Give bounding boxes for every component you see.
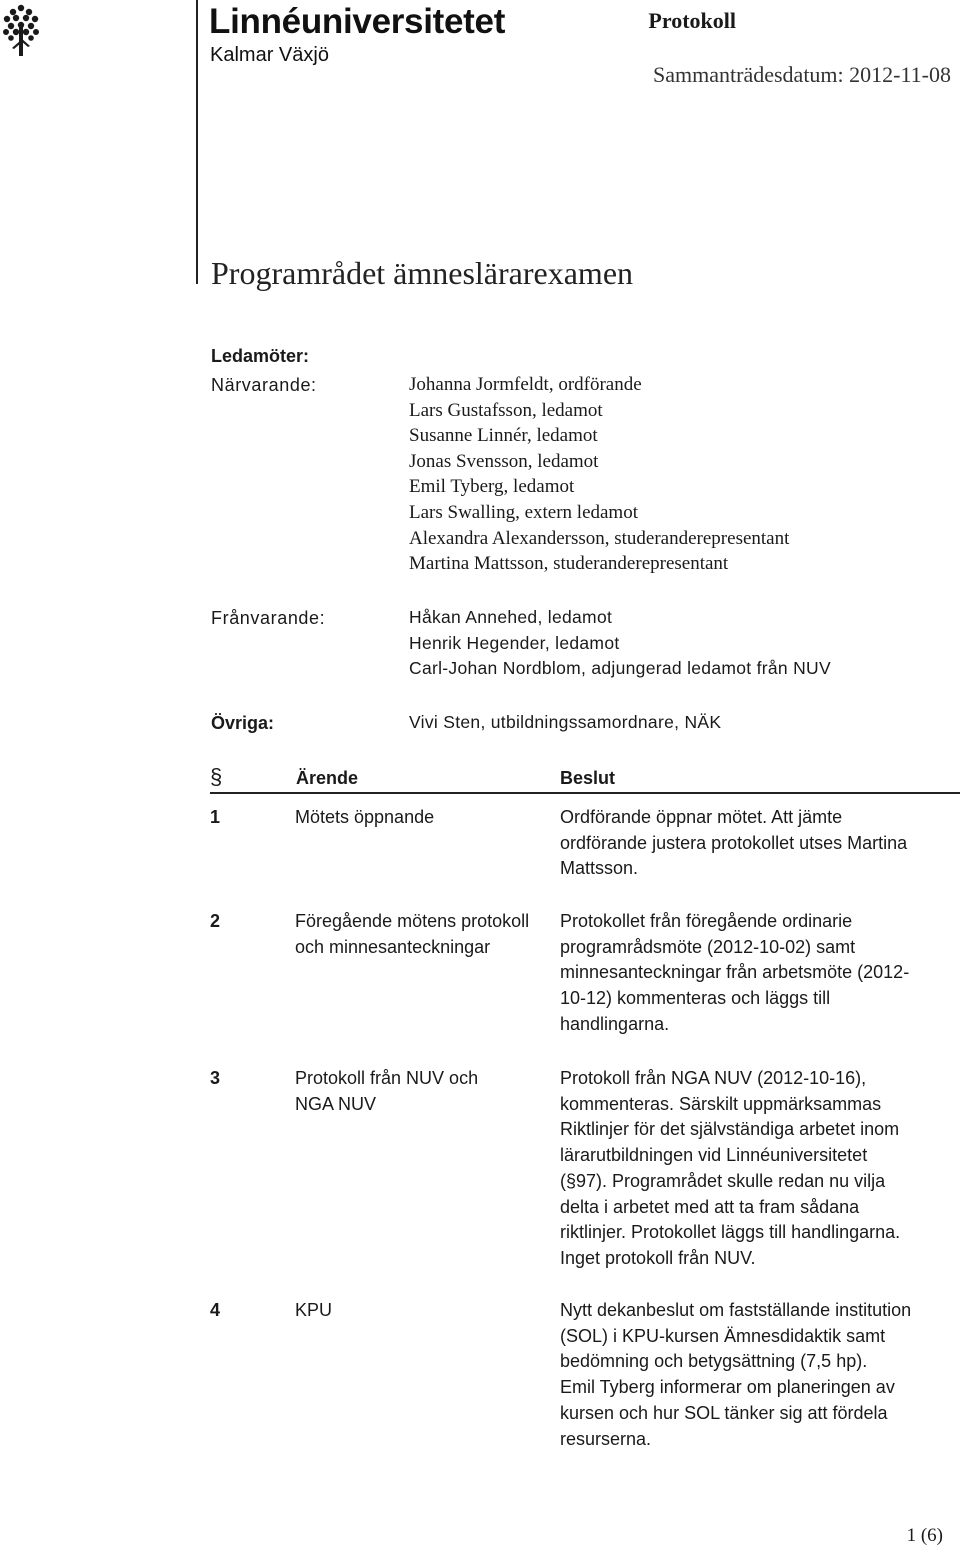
item-decision: Ordförande öppnar mötet. Att jämte ordförande justera protokollet utses Martina Mattsson. xyxy=(560,807,908,879)
item-number: 4 xyxy=(210,1300,221,1320)
present-list xyxy=(409,372,789,577)
list-item: Lars Swalling, extern ledamot xyxy=(409,501,638,523)
members-label: Ledamöter: xyxy=(211,346,310,366)
absent-list xyxy=(409,605,831,682)
item-subject: KPU xyxy=(295,1300,333,1320)
university-name: Linnéuniversitetet xyxy=(209,2,506,41)
header-rule xyxy=(210,792,960,794)
list-item: Carl-Johan Nordblom, adjungerad ledamot från NUV xyxy=(409,658,831,679)
document-title: Programrådet ämneslärarexamen xyxy=(211,255,634,291)
list-item: Johanna Jormfeldt, ordförande xyxy=(409,374,642,395)
list-item: Alexandra Alexandersson, studeranderepresentant xyxy=(409,527,790,549)
list-item: Susanne Linnér, ledamot xyxy=(409,425,598,447)
column-header-item: Ärende xyxy=(296,768,359,788)
list-item: Martina Mattsson, studeranderepresentant xyxy=(409,553,729,575)
item-decision: Protokoll från NGA NUV (2012-10-16), kommenteras. Särskilt uppmärksammas Riktlinjer för det självständiga arbetet inom lärarutbildningen vid Linnéuniversitetet (§97). Programrådet skulle redan nu vilja delta i arbetet med att ta fram sådana riktlinjer. Protokollet läggs till handlingarna. Inget protokoll från NUV. xyxy=(560,1068,901,1268)
header-divider xyxy=(196,0,198,284)
university-tree-logo-icon xyxy=(2,4,40,56)
list-item: Emil Tyberg, ledamot xyxy=(409,476,575,498)
list-item: Henrik Hegender, ledamot xyxy=(409,632,620,653)
item-subject: Föregående mötens protokoll och minnesanteckningar xyxy=(295,911,530,957)
column-header-decision: Beslut xyxy=(560,768,616,788)
list-item: Vivi Sten, utbildningssamordnare, NÄK xyxy=(409,712,722,732)
absent-label: Frånvarande: xyxy=(211,608,326,628)
item-subject: Protokoll från NUV och NGA NUV xyxy=(295,1068,479,1114)
university-campuses: Kalmar Växjö xyxy=(210,44,329,66)
present-label: Närvarande: xyxy=(211,375,317,395)
list-item: Lars Gustafsson, ledamot xyxy=(409,399,603,421)
item-subject: Mötets öppnande xyxy=(295,807,435,827)
item-number: 3 xyxy=(210,1068,221,1088)
item-decision: Protokollet från föregående ordinarie programrådsmöte (2012-10-02) samt minnesanteckningar från arbetsmöte (2012- 10-12) kommenteras och läggs till handlingarna. xyxy=(560,911,910,1034)
meeting-date: Sammanträdesdatum: 2012-11-08 xyxy=(653,62,951,87)
document-type: Protokoll xyxy=(648,8,736,33)
item-number: 1 xyxy=(210,807,221,827)
section-sign: § xyxy=(210,764,223,789)
item-decision: Nytt dekanbeslut om fastställande institution (SOL) i KPU-kursen Ämnesdidaktik samt bedömning och betygsättning (7,5 hp). Emil Tyberg informerar om planeringen av kursen och hur SOL tänker sig att fördela resurserna. xyxy=(560,1300,912,1449)
list-item: Håkan Annehed, ledamot xyxy=(409,607,613,627)
list-item: Jonas Svensson, ledamot xyxy=(409,450,599,472)
page-number: 1 (6) xyxy=(906,1525,943,1546)
others-list xyxy=(409,710,721,736)
others-label: Övriga: xyxy=(211,713,275,733)
item-number: 2 xyxy=(210,911,221,931)
